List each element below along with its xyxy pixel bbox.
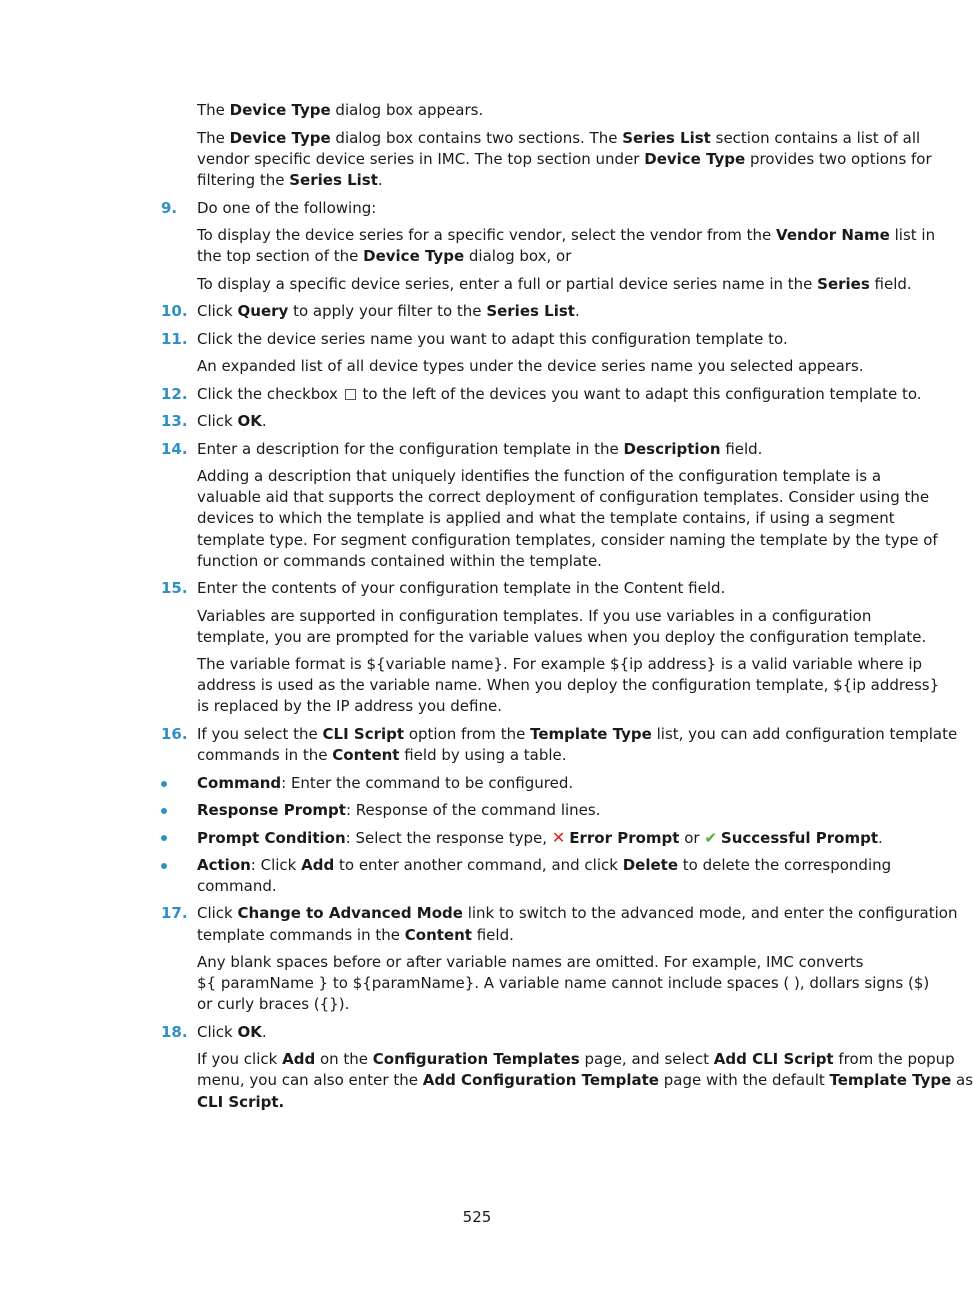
step-number: 13.: [161, 412, 188, 430]
step-text: Click Query to apply your filter to the Series List.: [197, 302, 580, 320]
intro-line: The Device Type dialog box appears.: [197, 101, 484, 119]
step-detail: The variable format is ${variable name}. For example ${ip address} is a valid variable where ip: [197, 655, 923, 673]
bullet-item: Command: Enter the command to be configured.: [197, 774, 574, 792]
step-text: Click OK.: [197, 412, 267, 430]
step-detail: template, you are prompted for the variable values when you deploy the configuration template.: [197, 628, 927, 646]
step-detail: or curly braces ({}).: [197, 995, 350, 1013]
step-text: Click OK.: [197, 1023, 267, 1041]
step-number: 18.: [161, 1023, 188, 1041]
bullet-item: Prompt Condition: Select the response type, ✕ Error Prompt or ✔ Successful Prompt.: [197, 828, 883, 847]
step-number: 14.: [161, 440, 188, 458]
bullet-item-cont: command.: [197, 877, 277, 895]
step-text: template commands in the Content field.: [197, 926, 514, 944]
bullet-dot: [161, 835, 167, 841]
step-text: Enter the contents of your configuration template in the Content field.: [197, 579, 726, 597]
step-number: 17.: [161, 904, 188, 922]
step-detail: CLI Script.: [197, 1093, 285, 1111]
step-detail: ${ paramName } to ${paramName}. A variable name cannot include spaces ( ), dollars signs ($): [197, 974, 930, 992]
step-detail: If you click Add on the Configuration Templates page, and select Add CLI Script from the popup: [197, 1050, 955, 1068]
step-detail: is replaced by the IP address you define.: [197, 697, 502, 715]
step-detail: the top section of the Device Type dialog box, or: [197, 247, 572, 265]
step-detail: address is used as the variable name. When you deploy the configuration template, ${ip address}: [197, 676, 940, 694]
step-text: commands in the Content field by using a table.: [197, 746, 567, 764]
step-detail: Variables are supported in configuration templates. If you use variables in a configuration: [197, 607, 872, 625]
step-detail: template type. For segment configuration templates, consider naming the template by the type of: [197, 531, 938, 549]
bullet-dot: [161, 808, 167, 814]
step-detail: An expanded list of all device types under the device series name you selected appears.: [197, 357, 864, 375]
success-check-icon: ✔: [704, 829, 717, 847]
intro-line: filtering the Series List.: [197, 171, 383, 189]
step-detail: valuable aid that supports the correct deployment of configuration templates. Consider using the: [197, 488, 930, 506]
step-number: 12.: [161, 385, 188, 403]
bullet-dot: [161, 863, 167, 869]
step-detail: menu, you can also enter the Add Configuration Template page with the default Template Type as: [197, 1071, 973, 1089]
step-number: 9.: [161, 199, 178, 217]
step-detail: Any blank spaces before or after variable names are omitted. For example, IMC converts: [197, 953, 864, 971]
step-text: Click Change to Advanced Mode link to switch to the advanced mode, and enter the configuration: [197, 904, 958, 922]
step-text: Click the device series name you want to adapt this configuration template to.: [197, 330, 788, 348]
step-detail: To display the device series for a specific vendor, select the vendor from the Vendor Name list in: [197, 226, 936, 244]
step-text: Click the checkbox to the left of the devices you want to adapt this configuration template to.: [197, 385, 922, 403]
intro-line: vendor specific device series in IMC. The top section under Device Type provides two options for: [197, 150, 932, 168]
step-number: 11.: [161, 330, 188, 348]
step-number: 16.: [161, 725, 188, 743]
step-text: If you select the CLI Script option from the Template Type list, you can add configuration template: [197, 725, 958, 743]
step-detail: Adding a description that uniquely identifies the function of the configuration template is a: [197, 467, 882, 485]
step-number: 10.: [161, 302, 188, 320]
intro-line: The Device Type dialog box contains two sections. The Series List section contains a list of all: [197, 129, 921, 147]
checkbox-icon: [345, 389, 356, 400]
step-text: Enter a description for the configuration template in the Description field.: [197, 440, 763, 458]
bullet-item: Action: Click Add to enter another command, and click Delete to delete the corresponding: [197, 856, 892, 874]
step-detail: function or commands contained within the template.: [197, 552, 602, 570]
step-detail: To display a specific device series, enter a full or partial device series name in the Series field.: [197, 275, 912, 293]
step-number: 15.: [161, 579, 188, 597]
step-text: Do one of the following:: [197, 199, 377, 217]
error-x-icon: ✕: [551, 828, 566, 847]
bullet-dot: [161, 781, 167, 787]
page-number: 525: [462, 1208, 492, 1226]
bullet-item: Response Prompt: Response of the command lines.: [197, 801, 601, 819]
step-detail: devices to which the template is applied and what the template contains, if using a segment: [197, 509, 895, 527]
